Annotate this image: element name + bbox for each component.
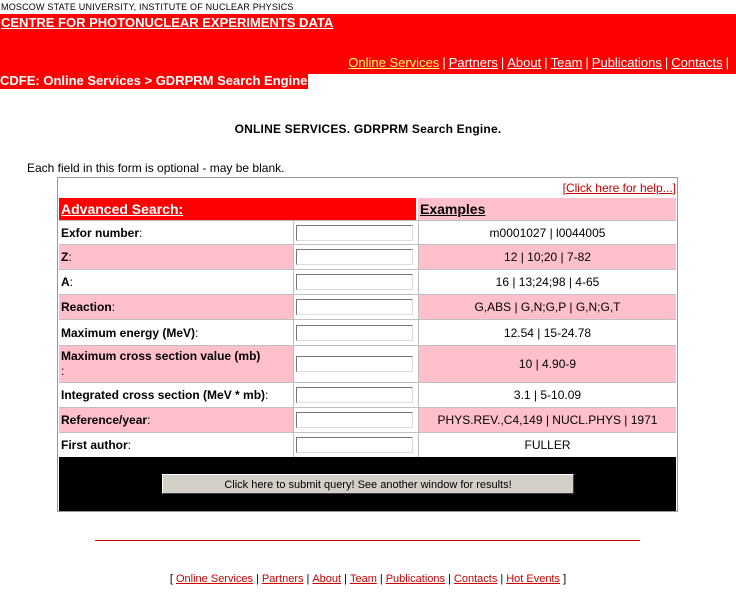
max-energy-input[interactable] [296, 325, 413, 341]
footer-hot-events[interactable]: Hot Events [506, 573, 560, 585]
field-cell [293, 245, 418, 269]
form-row-max-energy [59, 319, 676, 345]
form-row-integrated-cross-section [59, 382, 676, 407]
z-input[interactable] [296, 249, 413, 265]
footer-separator: | [256, 573, 259, 585]
field-cell [293, 320, 418, 345]
nav-separator: | [585, 55, 589, 70]
field-label: Maximum cross section value (mb) : [61, 349, 261, 378]
nav-contacts[interactable]: Contacts [671, 55, 723, 70]
field-cell [293, 221, 418, 244]
reaction-input[interactable] [296, 299, 413, 315]
footer-about[interactable]: About [312, 573, 342, 585]
nav-separator: | [725, 55, 729, 70]
field-cell [293, 346, 418, 382]
help-link[interactable]: Click here for help... [565, 181, 673, 195]
field-label: Reference/year : [61, 413, 151, 427]
footer-online-services[interactable]: Online Services [176, 573, 254, 585]
field-example: 12 | 10;20 | 7-82 [418, 245, 676, 269]
field-cell [293, 270, 418, 294]
field-example: G,ABS | G,N;G,P | G,N;G,T [418, 295, 676, 319]
field-example: 10 | 4.90-9 [418, 346, 676, 382]
nav-team[interactable]: Team [550, 55, 583, 70]
field-example: m0001027 | l0044005 [418, 221, 676, 244]
form-header-row [59, 198, 676, 220]
search-form [57, 177, 678, 512]
field-label: Maximum energy (MeV) : [61, 325, 199, 340]
footer-separator: | [448, 573, 451, 585]
submit-query-button[interactable]: Click here to submit query! See another window for results! [162, 474, 574, 494]
form-row-max-cross-section [59, 345, 676, 382]
footer-contacts[interactable]: Contacts [453, 573, 498, 585]
advanced-search-heading: Advanced Search: [59, 198, 416, 220]
footer-separator: | [344, 573, 347, 585]
field-label: First author : [61, 438, 132, 452]
form-row-exfor-number [59, 220, 676, 244]
first-author-input[interactable] [296, 437, 413, 453]
field-example: FULLER [418, 433, 676, 457]
nav-online-services[interactable]: Online Services [348, 55, 440, 70]
header-nav [348, 55, 732, 70]
field-label: Reaction : [61, 300, 116, 314]
centre-title-link[interactable]: CENTRE FOR PHOTONUCLEAR EXPERIMENTS DATA [1, 15, 334, 30]
form-row-reference-year [59, 407, 676, 432]
field-example: 16 | 13;24;98 | 4-65 [418, 270, 676, 294]
field-label: Integrated cross section (MeV * mb) : [61, 388, 269, 402]
form-row-reaction [59, 294, 676, 319]
help-row: [Click here for help...] [562, 181, 676, 195]
field-example: PHYS.REV.,C4,149 | NUCL.PHYS | 1971 [418, 408, 676, 432]
university-label-text: MOSCOW STATE UNIVERSITY, INSTITUTE OF NUCLEAR PHYSICS [1, 2, 294, 12]
max-cross-section-input[interactable] [296, 356, 413, 372]
footer-publications[interactable]: Publications [385, 573, 446, 585]
field-example: 12.54 | 15-24.78 [418, 320, 676, 345]
footer-bracket-open: [ [169, 573, 173, 585]
footer-nav [0, 573, 736, 585]
field-cell [293, 295, 418, 319]
nav-partners[interactable]: Partners [448, 55, 498, 70]
form-row-z [59, 244, 676, 269]
field-cell [293, 383, 418, 407]
nav-separator: | [442, 55, 446, 70]
footer-separator: | [379, 573, 383, 585]
submit-area [59, 457, 676, 511]
examples-heading: Examples [418, 198, 676, 220]
footer-separator: | [500, 573, 504, 585]
site-header [0, 14, 736, 74]
nav-publications[interactable]: Publications [591, 55, 662, 70]
field-label: Exfor number : [61, 225, 143, 240]
university-label [0, 0, 736, 14]
field-cell [293, 433, 418, 457]
footer-team[interactable]: Team [349, 573, 377, 585]
footer-separator: | [306, 573, 310, 585]
integrated-cross-section-input[interactable] [296, 387, 413, 403]
field-example: 3.1 | 5-10.09 [418, 383, 676, 407]
footer-bracket-close: ] [563, 573, 567, 585]
form-row-first-author [59, 432, 676, 457]
nav-separator: | [500, 55, 505, 70]
form-note: Each field in this form is optional - may be blank. [27, 161, 285, 175]
breadcrumb: CDFE: Online Services > GDRPRM Search Engine [0, 73, 308, 88]
reference-year-input[interactable] [296, 412, 413, 428]
page-title: ONLINE SERVICES. GDRPRM Search Engine. [234, 122, 502, 136]
form-row-a [59, 269, 676, 294]
divider [95, 540, 640, 541]
footer-partners[interactable]: Partners [261, 573, 304, 585]
field-label: A : [61, 275, 74, 289]
field-cell [293, 408, 418, 432]
field-label: Z : [61, 250, 72, 264]
nav-separator: | [664, 55, 669, 70]
nav-about[interactable]: About [507, 55, 542, 70]
nav-separator: | [544, 55, 548, 70]
exfor-number-input[interactable] [296, 225, 413, 241]
a-input[interactable] [296, 274, 413, 290]
